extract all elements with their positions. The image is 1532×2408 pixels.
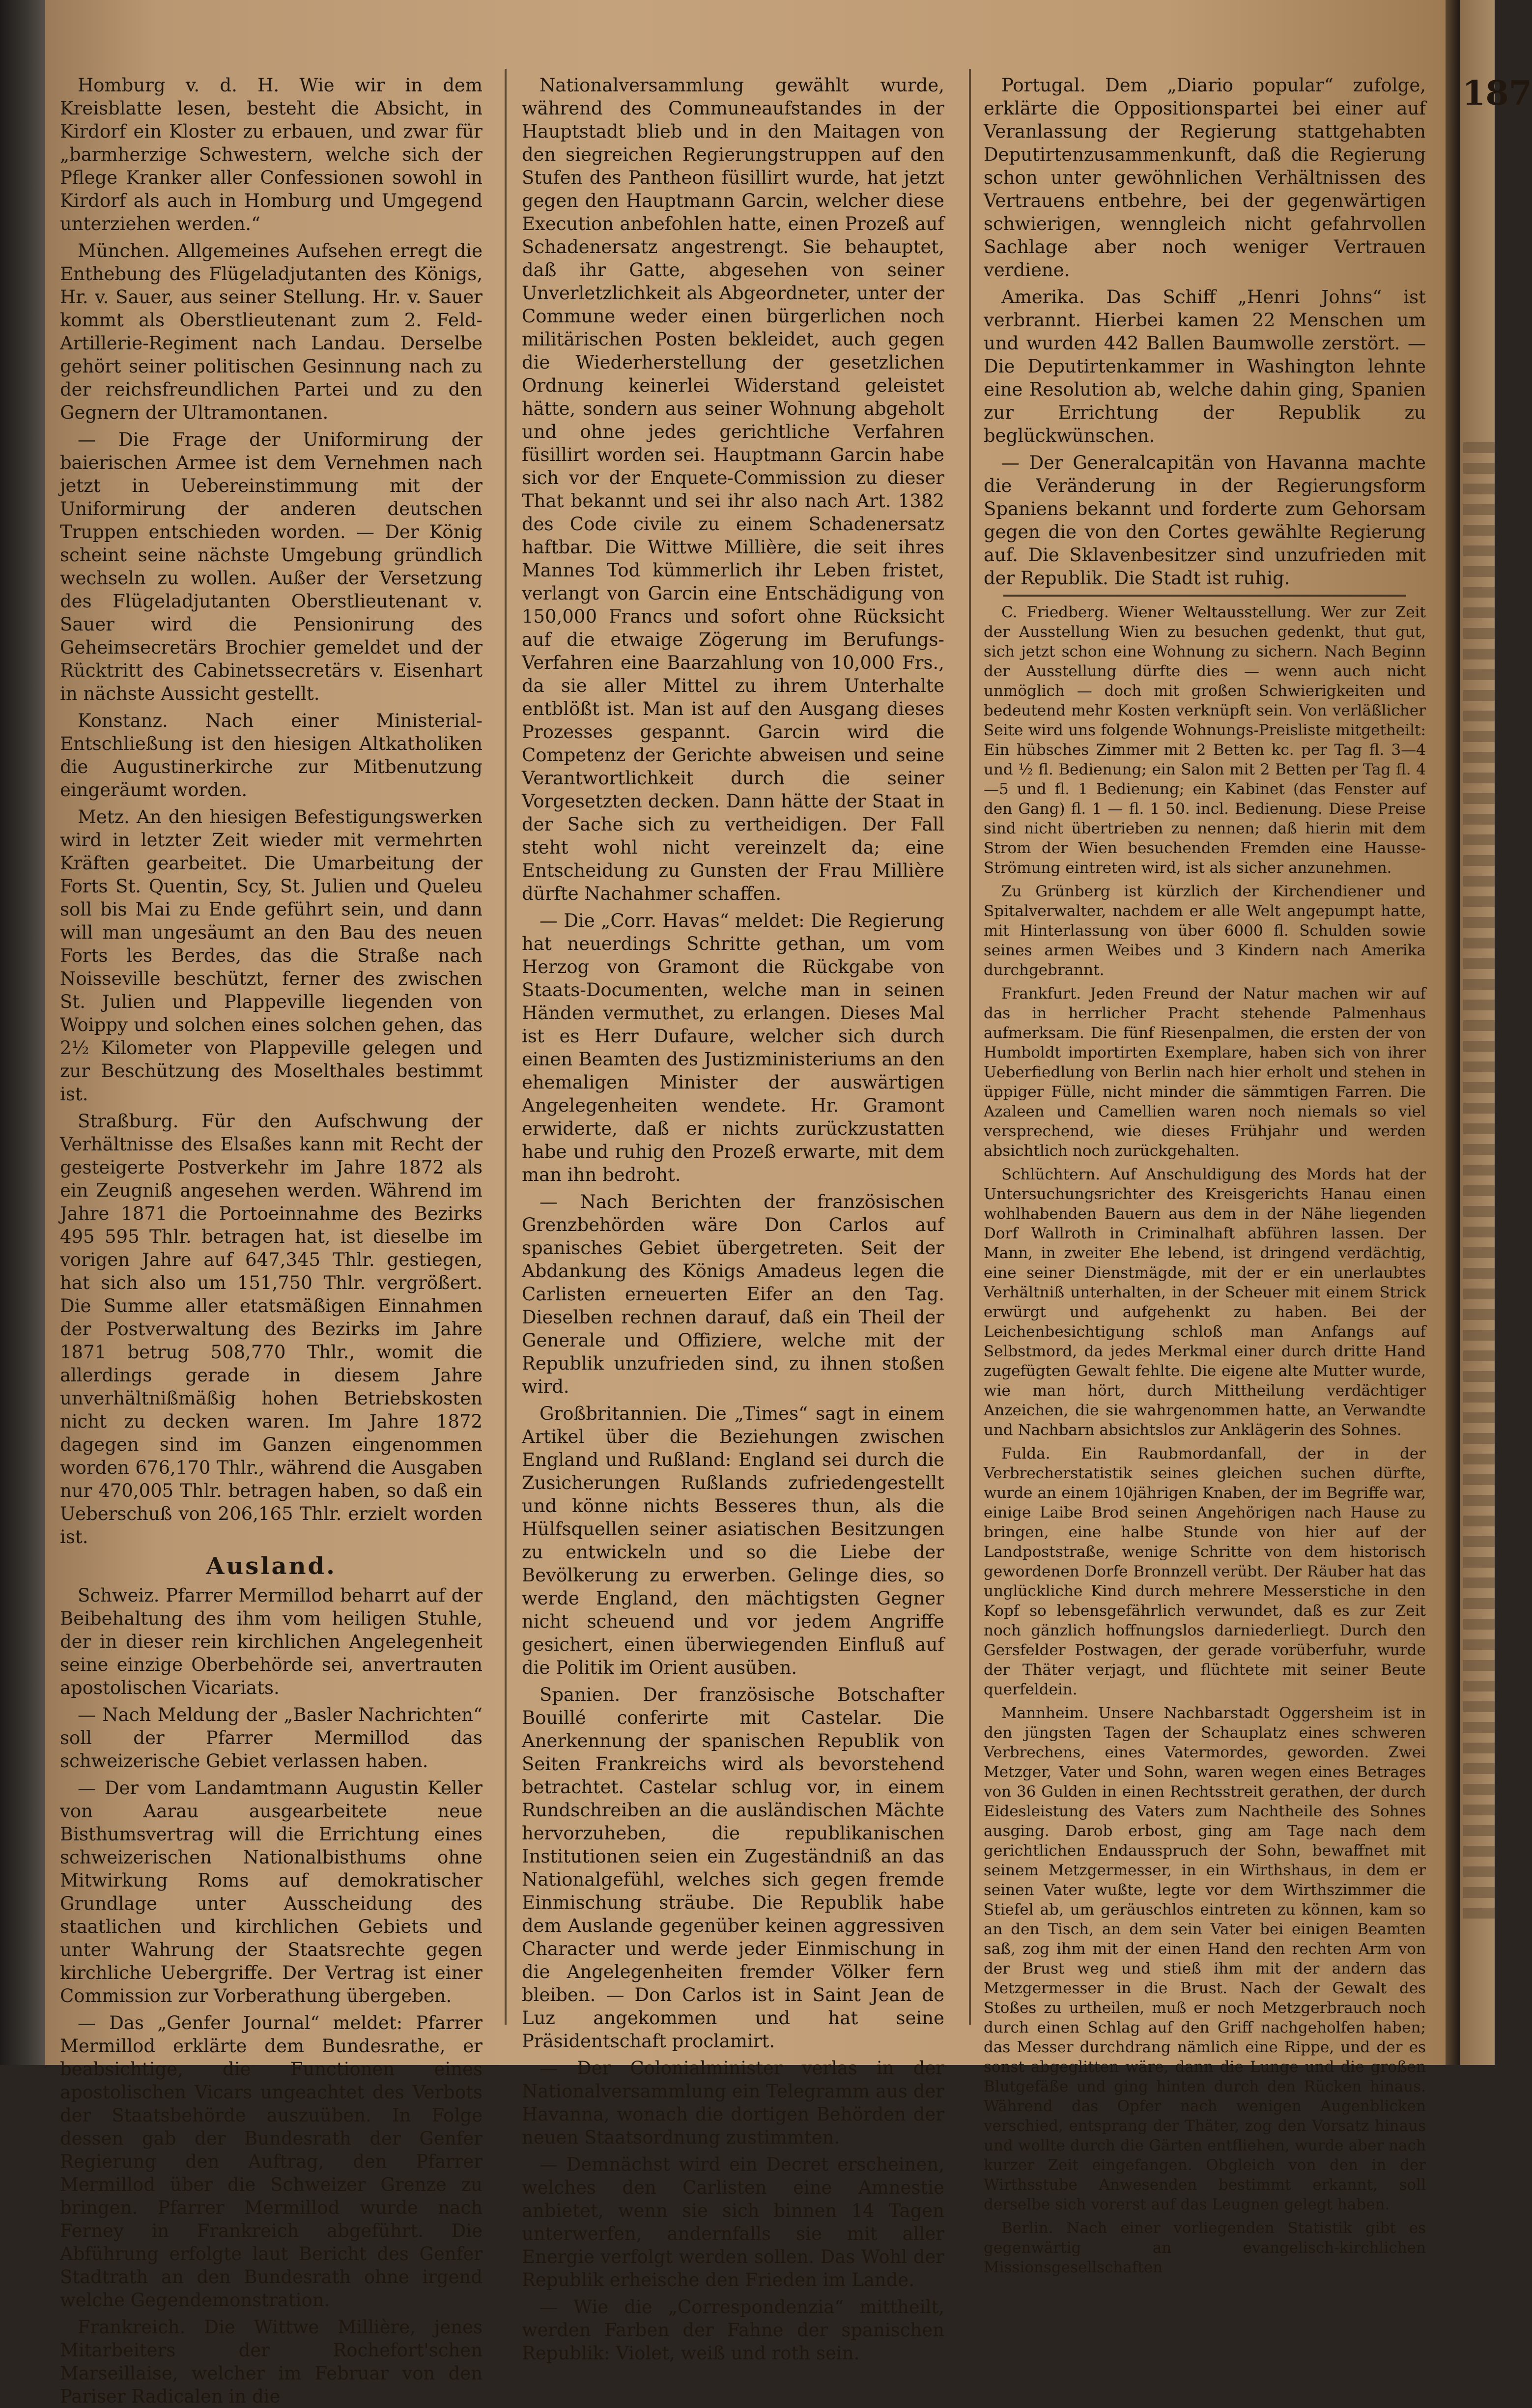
binding-gutter: [1446, 0, 1460, 2065]
article-frankreich-2: — Die „Corr. Havas“ meldet: Die Regierung hat neuerdings Schritte gethan, um vom Herzog von Gramont die Rückgabe von Staats-Documenten, welche man in seinen Händen vermuthet, zu erlangen. Dieses Mal ist es Herr Dufaure, welcher sich durch einen Beamten des Justizministeriums an den ehemaligen Minister der auswärtigen Angelegenheiten wendete. Hr. Gramont erwiderte, daß er nichts zurückzustatten habe und ruhig den Prozeß erwarte, mit dem man ihn bedroht.: [522, 910, 944, 1185]
adjacent-page-text-fragments: [1463, 442, 1495, 1928]
adjacent-page-edge: [1460, 0, 1532, 2065]
article-schweiz: Schweiz. Pfarrer Mermillod beharrt auf der Beibehaltung des ihm vom heiligen Stuhle, der in dieser rein kirchlichen Angelegenheit seine einzige Oberbehörde sei, anvertrauten apostolischen Vicariats.: [60, 1585, 482, 1698]
article-frankreich: Frankreich. Die Wittwe Millière, jenes Mitarbeiters der Rochefort'schen Marseillaise, welcher im Februar von den Pariser Radicalen in die: [60, 2317, 482, 2407]
article-friedberg: C. Friedberg. Wiener Weltausstellung. Wer zur Zeit der Ausstellung Wien zu besuchen gedenkt, thut gut, sich jetzt schon eine Wohnung zu sichern. Nach Beginn der Ausstellung dürfte dies — wenn auch nicht unmöglich — doch mit großen Schwierigkeiten und bedeutend mehr Kosten verknüpft sein. Von verläßlicher Seite wird uns folgende Wohnungs-Preisliste mitgetheilt: Ein hübsches Zimmer mit 2 Betten kc. per Tag fl. 3—4 und ½ fl. Bedienung; ein Salon mit 2 Betten per Tag fl. 4—5 und fl. 1 Bedienung; ein Kabinet (das Fenster auf den Gang) fl. 1 — fl. 1 50. incl. Bedienung. Diese Preise sind nicht übertrieben zu nennen; daß hierin mit dem Strom der Wien besuchenden Fremden eine Hausse-Strömung eintreten wird, ist als sicher anzunehmen.: [984, 603, 1426, 877]
article-frankreich-cont: Nationalversammlung gewählt wurde, während des Communeaufstandes in der Hauptstadt blieb und in den Maitagen von den siegreichen Regierungstruppen auf den Stufen des Pantheon füsillirt wurde, hat jetzt gegen den Hauptmann Garcin, welcher diese Execution anbefohlen hatte, einen Prozeß auf Schadenersatz angestrengt. Sie behauptet, daß ihr Gatte, abgesehen von seiner Unverletzlichkeit als Abgeordneter, unter der Commune weder einen bürgerlichen noch militärischen Posten bekleidet, auch gegen die Wiederherstellung der gesetzlichen Ordnung keinerlei Widerstand geleistet hätte, sondern aus seiner Wohnung abgeholt und ohne jedes gerichtliche Verfahren füsillirt worden sei. Hauptmann Garcin habe sich vor der Enquete-Commission zu dieser That bekannt und sei ihr also nach Art. 1382 des Code civile zu einem Schadenersatz haftbar. Die Wittwe Millière, die seit ihres Mannes Tod kümmerlich ihr Leben fristet, verlangt von Garcin eine Entschädigung von 150,000 Francs und sofort ohne Rücksicht auf die etwaige Zögerung im Berufungs-Verfahren eine Baarzahlung von 10,000 Frs., da sie aller Mittel zu ihrem Unterhalte entblößt ist. Man ist auf den Ausgang dieses Prozesses gespannt. Garcin wird die Competenz der Gerichte abweisen und seine Verantwortlichkeit durch die seiner Vorgesetzten decken. Dann hätte der Staat in der Sache sich zu vertheidigen. Der Fall steht wohl nicht vereinzelt da; eine Entscheidung zu Gunsten der Frau Millière dürfte Nachahmer schaffen.: [522, 75, 944, 904]
column-1: [60, 74, 482, 2407]
newspaper-page: [45, 0, 1446, 2407]
article-spanien-2: — Der Colonialminister verlas in der Nationalversammlung ein Telegramm aus der Havanna, wonach die dortigen Behörden der neuen Staatsordnung zustimmten.: [522, 2058, 944, 2148]
article-frankfurt: Frankfurt. Jeden Freund der Natur machen wir auf das in herrlicher Pracht stehende Palmenhaus aufmerksam. Die fünf Riesenpalmen, die ersten der von Humboldt importirten Exemplare, haben sich von ihrer Ueberfiedlung von Berlin nach hier erholt und stehen in üppiger Fülle, nicht minder die sämmtigen Farren. Die Azaleen und Camellien waren noch niemals so viel versprechend, wie dieses Frühjahr und werden absichtlich noch zurückgehalten.: [984, 985, 1426, 1160]
article-strassburg: Straßburg. Für den Aufschwung der Verhältnisse des Elsaßes kann mit Recht der gesteigerte Postverkehr im Jahre 1872 als ein Zeugniß angesehen werden. Während im Jahre 1871 die Portoeinnahme des Bezirks 495 595 Thlr. betragen hat, ist dieselbe im vorigen Jahre auf 647,345 Thlr. gestiegen, hat sich also um 151,750 Thlr. vergrößert. Die Summe aller etatsmäßigen Einnahmen der Postverwaltung des Bezirks im Jahre 1871 betrug 508,770 Thlr., womit die allerdings gerade in diesem Jahre unverhältnißmäßig hohen Betriebskosten nicht zu decken waren. Im Jahre 1872 dagegen sind im Ganzen eingenommen worden 676,170 Thlr., während die Ausgaben nur 470,005 Thlr. betragen haben, so daß ein Ueberschuß von 206,165 Thlr. erzielt worden ist.: [60, 1111, 482, 1548]
article-mannheim: Mannheim. Unsere Nachbarstadt Oggersheim ist in den jüngsten Tagen der Schauplatz eines schweren Verbrechens, eines Vatermordes, geworden. Zwei Metzger, Vater und Sohn, waren wegen eines Betrages von 36 Gulden in einen Rechtsstreit gerathen, der durch Eidesleistung des Vaters zum Nachtheile des Sohnes ausging. Darob erbost, ging am Tage nach dem gerichtlichen Endausspruch der Sohn, bewaffnet mit seinem Metzgermesser, in ein Wirthshaus, in dem er seinen Vater wußte, legte vor dem Wirthszimmer die Stiefel ab, um geräuschlos eintreten zu können, kam so an den Tisch, an dem sein Vater bei einigen Beamten saß, zog ihm mit der einen Hand den rechten Arm von der Brust weg und stieß ihm mit der andern das Metzgermesser in die Brust. Nach der Gewalt des Stoßes zu urtheilen, muß er noch Metzgerbrauch noch durch einen Schlag auf den Griff nachgeholfen haben; das Messer durchdrang nämlich eine Rippe, und der es sonst abgeglitten wäre, dann die Lunge und die großen Blutgefäße und ging hinten durch den Rücken hinaus. Während das Opfer nach wenigen Augenblicken verschied, entsprang der Thäter, zog den Vorsatz hinaus und wollte durch die Gärten entfliehen, wurde aber nach kurzer Zeit eingefangen. Obgleich von den in der Wirthsstube Anwesenden bestimmt erkannt, soll derselbe sich vorerst auf das Leugnen gelegt haben.: [984, 1704, 1426, 2213]
article-schluechtern: Schlüchtern. Auf Anschuldigung des Mords hat der Untersuchungsrichter des Kreisgerichts Hanau einen wohlhabenden Bauern aus dem in der Nähe liegenden Dorf Wallroth in Criminalhaft abführen lassen. Der Mann, in zweiter Ehe lebend, ist dringend verdächtig, eine seiner Dienstmägde, mit der er ein unerlaubtes Verhältniß unterhalten, in der Scheuer mit einem Strick erwürgt und aufgehenkt zu haben. Bei der Leichenbesichtigung schloß man Anfangs auf Selbstmord, da jedes Merkmal einer durch dritte Hand zugefügten Gewalt fehlte. Die eigene alte Mutter wurde, wie man hört, durch Mittheilung verdächtiger Anzeichen, die sie wahrgenommen hatte, an Verwandte und Nachbarn absichtslos zur Anklägerin des Sohnes.: [984, 1166, 1426, 1439]
section-divider: [1003, 595, 1406, 597]
article-gruenberg: Zu Grünberg ist kürzlich der Kirchendiener und Spitalverwalter, nachdem er alle Welt angepumpt hatte, mit Hinterlassung von über 6000 fl. Schulden sowie seines armen Weibes und 3 Kindern nach Amerika durchgebrannt.: [984, 883, 1426, 979]
article-muenchen-2: — Die Frage der Uniformirung der baierischen Armee ist dem Vernehmen nach jetzt in Uebereinstimmung mit der Uniformirung der anderen deutschen Truppen entschieden worden. — Der König scheint seine nächste Umgebung gründlich wechseln zu wollen. Außer der Versetzung des Flügeladjutanten Oberstlieutenant v. Sauer wird die Pensionirung des Geheimsecretärs Brochier gemeldet und der Rücktritt des Cabinetssecretärs v. Eisenhart in nächste Aussicht gestellt.: [60, 429, 482, 704]
article-muenchen: München. Allgemeines Aufsehen erregt die Enthebung des Flügeladjutanten des Königs, Hr. v. Sauer, aus seiner Stellung. Hr. v. Sauer kommt als Oberstlieutenant zum 2. Feld-Artillerie-Regiment nach Landau. Derselbe gehört seiner politischen Gesinnung nach zu der reichsfreundlichen Partei und zu den Gegnern der Ultramontanen.: [60, 240, 482, 423]
column-2: [522, 74, 944, 2364]
article-grossbritannien: Großbritannien. Die „Times“ sagt in einem Artikel über die Beziehungen zwischen England und Rußland: England sei durch die Zusicherungen Rußlands zufriedengestellt und könne nichts Besseres thun, als die Hülfsquellen seiner asiatischen Besitzungen zu entwickeln und so die Liebe der Bevölkerung zu erwerben. Gelinge dies, so werde England, den mächtigsten Gegner nicht scheuend und vor jedem Angriffe gesichert, einen überwiegenden Einfluß auf die Politik im Orient ausüben.: [522, 1403, 944, 1678]
adjacent-page-number: 187: [1462, 74, 1532, 113]
article-berlin: Berlin. Nach einer vorliegenden Statistik gibt es gegenwärtig an evangelisch-kirchlichen Missionsgesellschaften: [984, 2219, 1426, 2276]
article-spanien-3: — Demnächst wird ein Decret erscheinen, welches den Carlisten eine Amnestie anbietet, wenn sie sich binnen 14 Tagen unterwerfen, andernfalls sie mit aller Energie verfolgt werden sollen. Das Wohl der Republik erheische den Frieden im Lande.: [522, 2154, 944, 2291]
article-spanien-4: — Wie die „Correspondenzia“ mittheilt, werden Farben der Fahne der spanischen Republik: Violet, weiß und roth sein.: [522, 2296, 944, 2364]
column-rule: [969, 69, 971, 2025]
section-heading-ausland: Ausland.: [206, 1552, 337, 1580]
column-rule: [505, 69, 507, 2025]
article-amerika: Amerika. Das Schiff „Henri Johns“ ist verbrannt. Hierbei kamen 22 Menschen um und wurden 442 Ballen Baumwolle zerstört. — Die Deputirtenkammer in Washington lehnte eine Resolution ab, welche dahin ging, Spanien zur Errichtung der Republik zu beglückwünschen.: [984, 287, 1426, 446]
article-portugal: Portugal. Dem „Diario popular“ zufolge, erklärte die Oppositionspartei bei einer auf Veranlassung der Regierung stattgehabten Deputirtenzusammenkunft, daß die Regierung schon unter gewöhnlichen Verhältnissen des Vertrauens entbehre, bei der gegenwärtigen schwierigen, wenngleich nicht gefahrvollen Sachlage aber noch weniger Vertrauen verdiene.: [984, 75, 1426, 281]
article-schweiz-4: — Das „Genfer Journal“ meldet: Pfarrer Mermillod erklärte dem Bundesrathe, er beabsichtige, die Functionen eines apostolischen Vicars ungeachtet des Verbots der Staatsbehörde auszuüben. In Folge dessen gab der Bundesrath der Genfer Regierung den Auftrag, den Pfarrer Mermillod über die Schweizer Grenze zu bringen. Pfarrer Mermillod wurde nach Ferney in Frankreich abgeführt. Die Abführung erfolgte laut Bericht des Genfer Stadtrath an den Bundesrath ohne irgend welche Gegendemonstration.: [60, 2012, 482, 2311]
local-news: [984, 602, 1426, 2277]
article-homburg: Homburg v. d. H. Wie wir in dem Kreisblatte lesen, besteht die Absicht, in Kirdorf ein Kloster zu erbauen, und zwar für „barmherzige Schwestern, welche sich der Pflege Kranker aller Confessionen sowohl in Kirdorf als auch in Homburg und Umgegend unterziehen werden.“: [60, 75, 482, 234]
article-schweiz-2: — Nach Meldung der „Basler Nachrichten“ soll der Pfarrer Mermillod das schweizerische Gebiet verlassen haben.: [60, 1704, 482, 1772]
article-metz: Metz. An den hiesigen Befestigungswerken wird in letzter Zeit wieder mit vermehrten Kräften gearbeitet. Die Umarbeitung der Forts St. Quentin, Scy, St. Julien und Queleu soll bis Mai zu Ende geführt sein, und dann will man ungesäumt an den Bau des neuen Forts les Berdes, das die Straße nach Noisseville beschützt, ferner des zwischen St. Julien und Plappeville liegenden von Woippy und solchen eines solchen gehen, das 2½ Kilometer von Plappeville gelegen und zur Beschützung des Moselthales bestimmt ist.: [60, 806, 482, 1105]
article-konstanz: Konstanz. Nach einer Ministerial-Entschließung ist den hiesigen Altkatholiken die Augustinerkirche zur Mitbenutzung eingeräumt worden.: [60, 710, 482, 801]
article-spanien: Spanien. Der französische Botschafter Bouillé conferirte mit Castelar. Die Anerkennung der spanischen Republik von Seiten Frankreichs wird als bevorstehend betrachtet. Castelar schlug vor, in einem Rundschreiben an die ausländischen Mächte hervorzuheben, die republikanischen Institutionen seien ein Zugeständniß an das Nationalgefühl, welches sich gegen fremde Einmischung sträube. Die Republik habe dem Auslande gegenüber keinen aggressiven Character und werde jeder Einmischung in die Angelegenheiten fremder Völker fern bleiben. — Don Carlos ist in Saint Jean de Luz angekommen und hat seine Präsidentschaft proclamirt.: [522, 1684, 944, 2052]
article-amerika-2: — Der Generalcapitän von Havanna machte die Veränderung in der Regierungsform Spaniens bekannt und forderte zum Gehorsam gegen die von den Cortes gewählte Regierung auf. Die Sklavenbesitzer sind unzufrieden mit der Republik. Die Stadt ist ruhig.: [984, 452, 1426, 589]
article-schweiz-3: — Der vom Landamtmann Augustin Keller von Aarau ausgearbeitete neue Bisthumsvertrag will die Errichtung eines schweizerischen Nationalbisthums ohne Mitwirkung Roms auf demokratischer Grundlage unter Ausscheidung des staatlichen und kirchlichen Gebiets und unter Wahrung der Staatsrechte gegen kirchliche Uebergriffe. Der Vertrag ist einer Commission zur Vorberathung übergeben.: [60, 1777, 482, 2007]
book-binding-edge: [0, 0, 45, 2065]
column-3: [984, 74, 1426, 2276]
article-fulda: Fulda. Ein Raubmordanfall, der in der Verbrecherstatistik seines gleichen suchen dürfte, wurde an einem 10jährigen Knaben, der im Begriffe war, einige Laibe Brod seinen Angehörigen nach Hause zu bringen, eine halbe Stunde von hier auf der Landpoststraße, wenige Schritte von dem historisch gewordenen Dorfe Bronnzell verübt. Der Räuber hat das unglückliche Kind durch mehrere Messerstiche in den Kopf so lebensgefährlich verwundet, daß es zur Zeit noch gänzlich hoffnungslos darniederliegt. Durch den Gersfelder Postwagen, der gerade vorüberfuhr, wurde der Thäter verjagt, und flüchtete mit seiner Beute querfeldein.: [984, 1445, 1426, 1698]
article-frankreich-3: — Nach Berichten der französischen Grenzbehörden wäre Don Carlos auf spanisches Gebiet übergetreten. Seit der Abdankung des Königs Amadeus legen die Carlisten erneuerten Eifer an den Tag. Dieselben rechnen darauf, daß ein Theil der Generale und Offiziere, welche mit der Republik unzufrieden sind, zu ihnen stoßen wird.: [522, 1191, 944, 1397]
